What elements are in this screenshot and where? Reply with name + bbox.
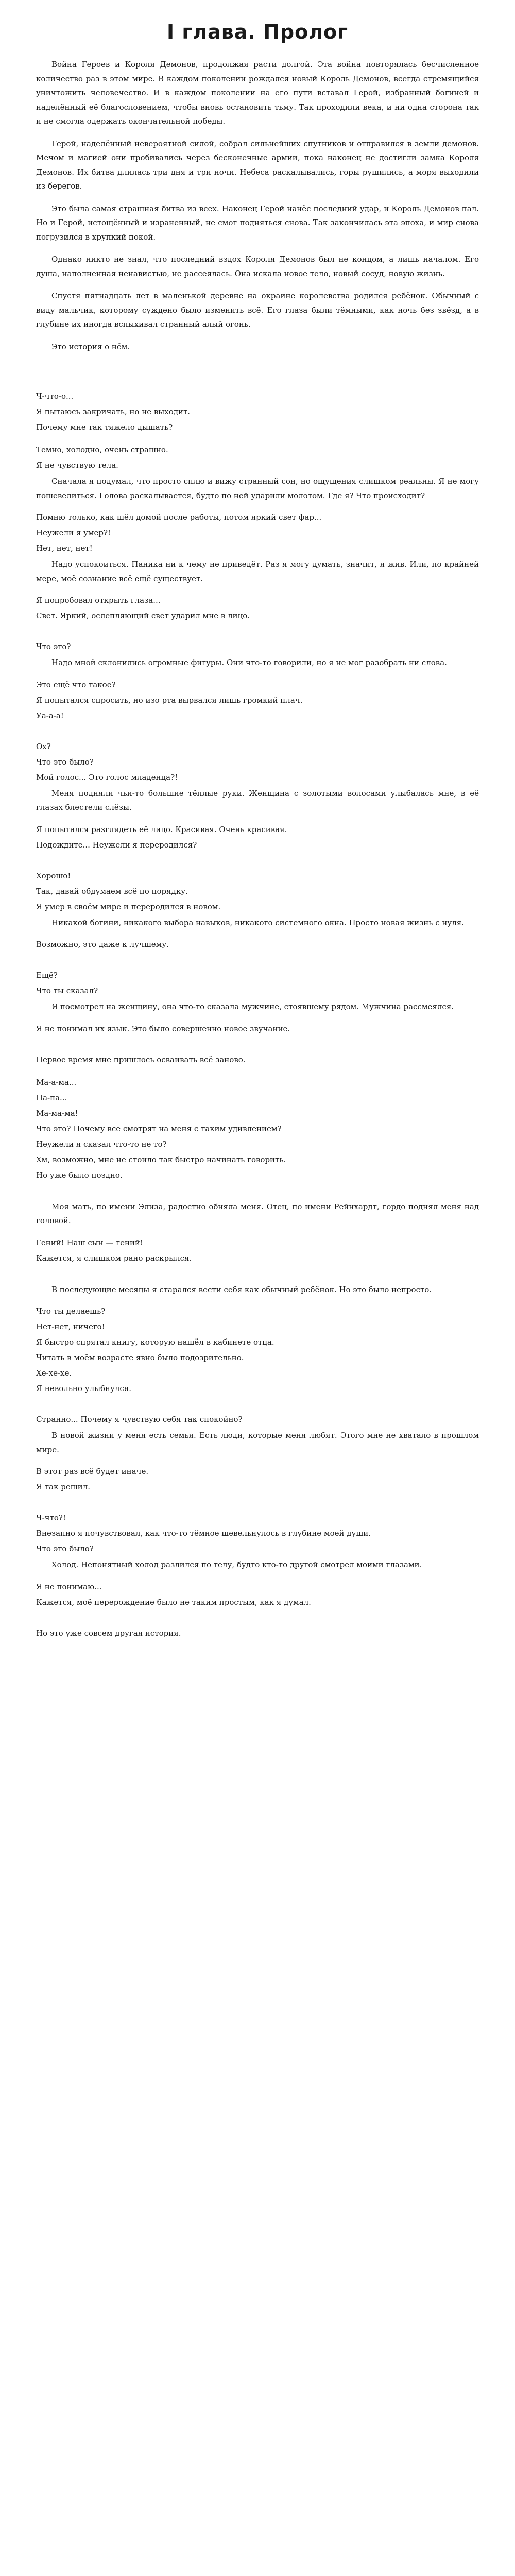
dialog-line: Хм, возможно, мне не стоило так быстро начинать говорить. <box>36 1155 286 1164</box>
dialog-line: Странно... Почему я чувствую себя так спокойно? <box>36 1415 243 1424</box>
dialog-line: Свет. Яркий, ослепляющий свет ударил мне в лицо. <box>36 611 250 620</box>
dialog-line: Ма-а-ма... <box>36 1077 77 1087</box>
dialog-line: Что это? <box>36 642 71 651</box>
dialog-line: В этот раз всё будет иначе. <box>36 1467 149 1476</box>
dialog-line: Я быстро спрятал книгу, которую нашёл в кабинете отца. <box>36 1337 274 1347</box>
dialog-line: Я так решил. <box>36 1482 90 1492</box>
dialog-line: Но это уже совсем другая история. <box>36 1628 181 1638</box>
dialog-line: Что это? Почему все смотрят на меня с таким удивлением? <box>36 1124 282 1133</box>
spacer <box>36 854 479 870</box>
dialog-line: Что ты сказал? <box>36 986 98 995</box>
dialog-line: Кажется, я слишком рано раскрылся. <box>36 1253 192 1263</box>
spacer <box>36 1184 479 1200</box>
dialog-line: Неужели я сказал что-то не то? <box>36 1139 167 1149</box>
dialog-line: Гений! Наш сын — гений! <box>36 1238 143 1247</box>
dialog-line: Ч-что?! <box>36 1513 66 1522</box>
spacer <box>36 1398 479 1413</box>
spacer <box>36 1612 479 1627</box>
dialog-line: Так, давай обдумаем всё по порядку. <box>36 886 188 896</box>
narration-paragraph: В последующие месяцы я старался вести себя как обычный ребёнок. Но это было непросто. <box>52 1284 432 1294</box>
dialog-line: Ч-что-о... <box>36 392 74 401</box>
dialog-line: Хе-хе-хе. <box>36 1368 72 1378</box>
dialog-line: Я попробовал открыть глаза... <box>36 596 161 605</box>
dialog-line: Я пытаюсь закричать, но не выходит. <box>36 407 191 416</box>
intro-paragraph: Герой, наделённый невероятной силой, собрал сильнейших спутников и отправился в земли демонов. Мечом и магией они пробивались через бесконечные армии, пока наконец не достигли замка Короля Демонов. Их битва длилась три дня и три ночи. Небеса раскалывались, горы рушились, а моря выходили из берегов. <box>36 139 479 191</box>
dialog-line: Я попытался разглядеть её лицо. Красивая. Очень красивая. <box>36 824 287 834</box>
spacer <box>36 436 479 444</box>
narration-paragraph: Сначала я подумал, что просто сплю и вижу странный сон, но ощущения слишком реальны. Я не могу пошевелиться. Голова раскалывается, будто по ней ударили молотом. Где я? Что происходит? <box>36 477 479 500</box>
dialog-line: Ещё? <box>36 971 58 980</box>
intro-paragraph: Война Героев и Короля Демонов, продолжая расти долгой. Эта война повторялась бесчисленное количество раз в этом мире. В каждом поколении рождался новый Король Демонов, всегда стремящийся уничтожить человечество. И в каждом поколении на его пути вставал Герой, избранный богиней и наделённый её благословением, чтобы вновь остановить тьму. Так проходили века, и ни одна сторона так и не смогла одержать окончательной победы. <box>36 60 479 126</box>
narration-paragraph: Надо успокоиться. Паника ни к чему не приведёт. Раз я могу думать, значит, я жив. Или, по крайней мере, моё сознание всё ещё существует. <box>36 560 479 583</box>
dialog-line: Я не понимал их язык. Это было совершенно новое звучание. <box>36 1024 290 1033</box>
dialog-line: Ох? <box>36 741 51 751</box>
dialog-line: Уа-а-а! <box>36 710 64 720</box>
spacer <box>36 1038 479 1054</box>
dialog-line: Что ты делаешь? <box>36 1307 106 1316</box>
spacer <box>36 725 479 740</box>
narration-paragraph: Моя мать, по имени Элиза, радостно обняла меня. Отец, по имени Рейнхардт, гордо поднял меня над головой. <box>36 1201 479 1225</box>
dialog-line: Внезапно я почувствовал, как что-то тёмное шевельнулось в глубине моей души. <box>36 1529 371 1538</box>
narration-paragraph: Никакой богини, никакого выбора навыков, никакого системного окна. Просто новая жизнь с нуля. <box>52 918 464 927</box>
dialog-line: Я невольно улыбнулся. <box>36 1384 132 1393</box>
spacer <box>36 1069 479 1076</box>
intro-paragraph: Это история о нём. <box>52 342 130 351</box>
dialog-line: Я умер в своём мире и переродился в новом. <box>36 902 221 911</box>
dialog-line: Что это было? <box>36 1544 94 1553</box>
narration-paragraph: В новой жизни у меня есть семья. Есть люди, которые меня любят. Этого мне не хватало в прошлом мире. <box>36 1431 479 1454</box>
spacer <box>36 1267 479 1283</box>
dialog-line: Но уже было поздно. <box>36 1170 123 1180</box>
dialog-line: Мой голос... Это голос младенца?! <box>36 772 178 782</box>
spacer <box>36 1496 479 1512</box>
dialog-line: Я попытался спросить, но изо рта вырвался лишь громкий плач. <box>36 695 303 705</box>
dialog-line: Нет, нет, нет! <box>36 544 93 553</box>
dialog-line: Почему мне так тяжело дышать? <box>36 422 173 432</box>
spacer <box>36 362 479 390</box>
dialog-line: Я не понимаю... <box>36 1582 102 1591</box>
dialog-line: Ма-ма-ма! <box>36 1108 78 1118</box>
narration-paragraph: Холод. Непонятный холод разлился по телу, будто кто-то другой смотрел моими глазами. <box>52 1560 422 1569</box>
dialog-line: Нет-нет, ничего! <box>36 1322 105 1331</box>
narration-paragraph: Меня подняли чьи-то большие тёплые руки. Женщина с золотыми волосами улыбалась мне, в её глазах блестели слёзы. <box>36 788 479 812</box>
intro-paragraph: Это была самая страшная битва из всех. Наконец Герой нанёс последний удар, и Король Демонов пал. Но и Герой, истощённый и израненный, не смог подняться снова. Так закончилась эта эпоха, и мир снова погрузился в хрупкий покой. <box>36 204 479 242</box>
narration-paragraph: Надо мной склонились огромные фигуры. Они что-то говорили, но я не мог разобрать ни слова. <box>52 658 447 667</box>
dialog-line: Что это было? <box>36 757 94 767</box>
dialog-line: Кажется, моё перерождение было не таким простым, как я думал. <box>36 1597 311 1607</box>
dialog-line: Помню только, как шёл домой после работы, потом яркий свет фар... <box>36 513 322 522</box>
dialog-line: Па-па... <box>36 1093 67 1103</box>
intro-paragraph: Однако никто не знал, что последний вздох Короля Демонов был не концом, а лишь началом. Его душа, наполненная ненавистью, не рассеялась. Она искала новое тело, новый сосуд, новую жизнь. <box>36 255 479 278</box>
dialog-line: Читать в моём возрасте явно было подозрительно. <box>36 1353 244 1362</box>
dialog-line: Хорошо! <box>36 871 71 880</box>
dialog-line: Возможно, это даже к лучшему. <box>36 940 169 949</box>
chapter-title: I глава. Пролог <box>167 21 348 43</box>
dialog-line: Неужели я умер?! <box>36 528 111 537</box>
dialog-line: Подождите... Неужели я переродился? <box>36 840 197 850</box>
dialog-line: Это ещё что такое? <box>36 680 116 689</box>
intro-paragraph: Спустя пятнадцать лет в маленькой деревне на окраине королевства родился ребёнок. Обычный с виду мальчик, которому суждено было изменить всё. Его глаза были тёмными, как ночь без звёзд, а в глубине их иногда вспыхивал странный алый огонь. <box>36 291 479 329</box>
spacer <box>36 625 479 640</box>
dialog-line: Я не чувствую тела. <box>36 461 118 470</box>
spacer <box>36 954 479 969</box>
narration-paragraph: Я посмотрел на женщину, она что-то сказала мужчине, стоявшему рядом. Мужчина рассмеялся. <box>52 1002 454 1011</box>
dialog-line: Первое время мне пришлось осваивать всё заново. <box>36 1055 246 1064</box>
dialog-line: Темно, холодно, очень страшно. <box>36 445 168 454</box>
